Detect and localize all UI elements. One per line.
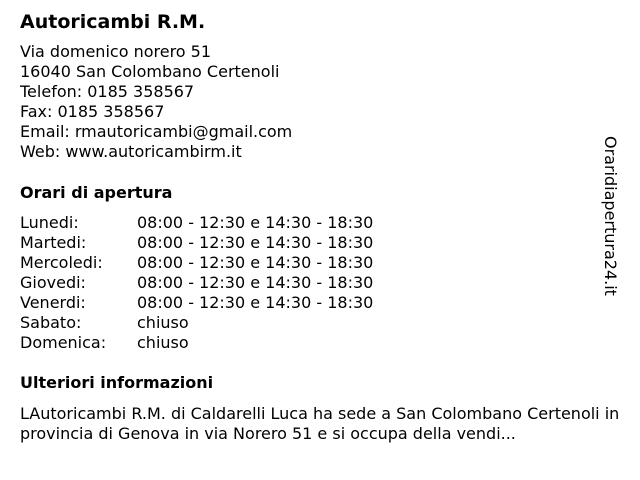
day-hours: chiuso	[137, 333, 189, 352]
hours-row-wednesday	[20, 253, 373, 273]
day-label: Domenica:	[20, 333, 107, 352]
day-hours: 08:00 - 12:30 e 14:30 - 18:30	[137, 273, 374, 292]
day-hours: 08:00 - 12:30 e 14:30 - 18:30	[137, 293, 374, 312]
day-hours: 08:00 - 12:30 e 14:30 - 18:30	[137, 213, 374, 232]
business-name: Autoricambi R.M.	[20, 11, 206, 33]
watermark-text: Oraridiapertura24.it	[601, 136, 620, 296]
fax-number: Fax: 0185 358567	[20, 102, 165, 121]
day-hours: 08:00 - 12:30 e 14:30 - 18:30	[137, 233, 374, 252]
contact-block	[20, 42, 292, 162]
day-label: Martedi:	[20, 233, 87, 252]
phone-number: Telefon: 0185 358567	[20, 82, 195, 101]
opening-hours-table	[20, 213, 373, 353]
additional-info-text: LAutoricambi R.M. di Caldarelli Luca ha sede a San Colombano Certenoli in provincia di Genova in via Norero 51 e si occupa della vendi...	[20, 404, 620, 443]
website-link: Web: www.autoricambirm.it	[20, 142, 242, 161]
site-watermark	[601, 136, 630, 308]
day-label: Giovedi:	[20, 273, 86, 292]
hours-row-sunday	[20, 333, 373, 353]
day-hours: 08:00 - 12:30 e 14:30 - 18:30	[137, 253, 374, 272]
day-label: Sabato:	[20, 313, 82, 332]
day-label: Mercoledi:	[20, 253, 103, 272]
additional-info-heading: Ulteriori informazioni	[20, 373, 214, 392]
email-address: Email: rmautoricambi@gmail.com	[20, 122, 293, 141]
hours-row-monday	[20, 213, 373, 233]
day-label: Venerdi:	[20, 293, 86, 312]
address-city: 16040 San Colombano Certenoli	[20, 62, 280, 81]
opening-hours-heading: Orari di apertura	[20, 183, 173, 202]
day-label: Lunedi:	[20, 213, 79, 232]
address-street: Via domenico norero 51	[20, 42, 212, 61]
day-hours: chiuso	[137, 313, 189, 332]
hours-row-friday	[20, 293, 373, 313]
hours-row-thursday	[20, 273, 373, 293]
hours-row-saturday	[20, 313, 373, 333]
hours-row-tuesday	[20, 233, 373, 253]
